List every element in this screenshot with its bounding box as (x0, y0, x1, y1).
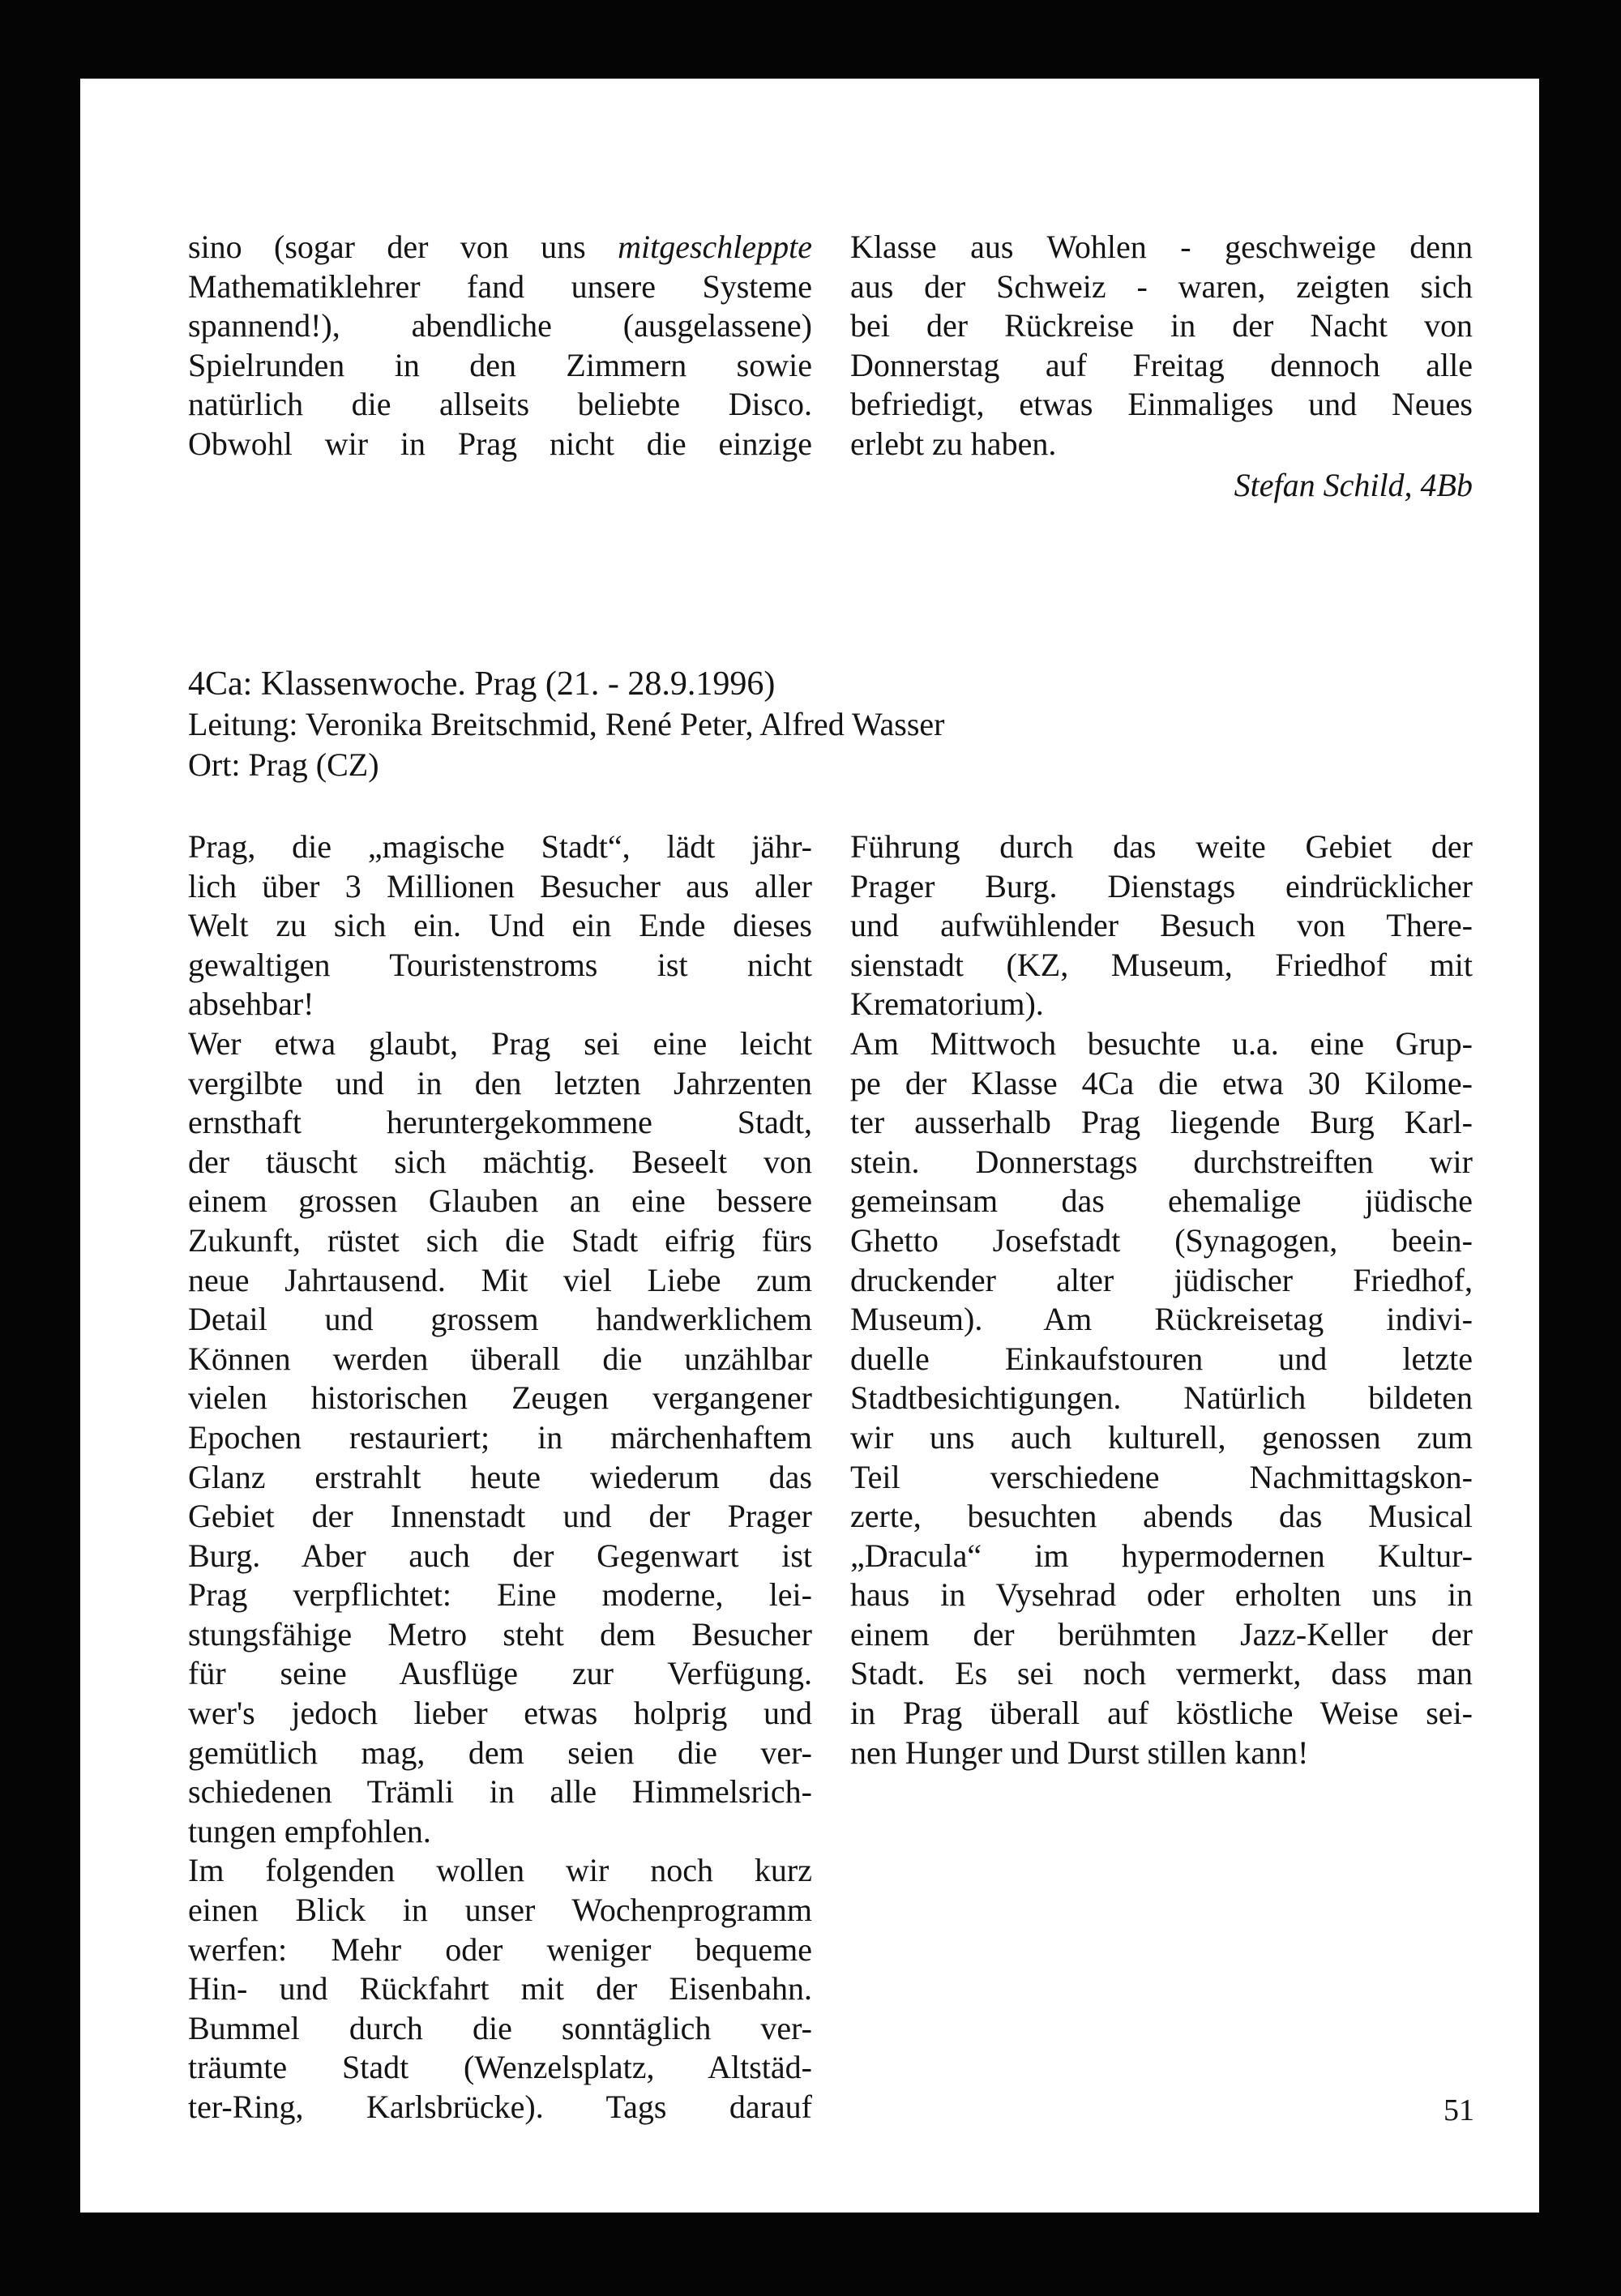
text-line: Zukunft, rüstet sich die Stadt eifrig fürs (188, 1221, 812, 1259)
text-line: Hin- und Rückfahrt mit der Eisenbahn. (188, 1970, 812, 2007)
text-line: bei der Rückreise in der Nacht von (850, 307, 1473, 344)
text-line: wer's jedoch lieber etwas holprig und (188, 1695, 812, 1732)
text-line: einem grossen Glauben an eine bessere (188, 1182, 812, 1220)
text-line: lich über 3 Millionen Besucher aus aller (188, 867, 812, 904)
text-line: tungen empfohlen. (188, 1812, 431, 1849)
text-line: der täuscht sich mächtig. Beseelt von (188, 1143, 812, 1180)
text-line: pe der Klasse 4Ca die etwa 30 Kilome- (850, 1064, 1473, 1101)
text-line: Glanz erstrahlt heute wiederum das (188, 1458, 812, 1495)
text-line: „Dracula“ im hypermodernen Kultur- (850, 1537, 1473, 1574)
text-line: vielen historischen Zeugen vergangener (188, 1379, 812, 1417)
article-left-column (188, 827, 812, 2127)
article-title: 4Ca: Klassenwoche. Prag (21. - 28.9.1996) (188, 665, 776, 703)
text-line: für seine Ausflüge zur Verfügung. (188, 1655, 812, 1692)
text-line: Spielrunden in den Zimmern sowie (188, 346, 812, 383)
text-line: Führung durch das weite Gebiet der (850, 828, 1473, 865)
text-line: sino (sogar der von uns mitgeschleppte (188, 229, 812, 265)
text-line: Epochen restauriert; in märchenhaftem (188, 1418, 812, 1456)
text-line: Prag, die „magische Stadt“, lädt jähr- (188, 828, 812, 865)
text-line: nen Hunger und Durst stillen kann! (850, 1734, 1309, 1771)
text-line: Burg. Aber auch der Gegenwart ist (188, 1537, 812, 1574)
text-line: Obwohl wir in Prag nicht die einzige (188, 425, 812, 462)
text-line: Krematorium). (850, 986, 1044, 1023)
text-line: stein. Donnerstags durchstreiften wir (850, 1143, 1473, 1180)
text-line: vergilbte und in den letzten Jahrzenten (188, 1064, 812, 1101)
text-line: Teil verschiedene Nachmittagskon- (850, 1458, 1473, 1495)
emphasized-word: mitgeschleppte (618, 229, 812, 265)
text-line: Wer etwa glaubt, Prag sei eine leicht (188, 1024, 812, 1062)
text-line: ernsthaft heruntergekommene Stadt, (188, 1104, 812, 1141)
text-line: zerte, besuchten abends das Musical (850, 1498, 1473, 1535)
text-line: Prag verpflichtet: Eine moderne, lei- (188, 1576, 812, 1614)
text-line: gemeinsam das ehemalige jüdische (850, 1182, 1473, 1220)
text-line: Bummel durch die sonntäglich ver- (188, 2009, 812, 2046)
text-line: Donnerstag auf Freitag dennoch alle (850, 346, 1473, 383)
text-line: Stadtbesichtigungen. Natürlich bildeten (850, 1379, 1473, 1417)
text-line: stungsfähige Metro steht dem Besucher (188, 1615, 812, 1653)
article-heading (188, 664, 944, 785)
text-line: gewaltigen Touristenstroms ist nicht (188, 946, 812, 983)
text-line: druckender alter jüdischer Friedhof, (850, 1261, 1473, 1298)
text-line: Im folgenden wollen wir noch kurz (188, 1852, 812, 1889)
text-line: Ghetto Josefstadt (Synagogen, beein- (850, 1221, 1473, 1259)
text-line: Detail und grossem handwerklichem (188, 1301, 812, 1338)
text-line: spannend!), abendliche (ausgelassene) (188, 307, 812, 344)
document-page (80, 79, 1539, 2213)
text-line: absehbar! (188, 986, 314, 1023)
text-line: träumte Stadt (Wenzelsplatz, Altstäd- (188, 2049, 812, 2086)
text-line: Prager Burg. Dienstags eindrücklicher (850, 867, 1473, 904)
text-line: Welt zu sich ein. Und ein Ende dieses (188, 907, 812, 944)
text-line: einen Blick in unser Wochenprogramm (188, 1892, 812, 1929)
text-line: duelle Einkaufstouren und letzte (850, 1340, 1473, 1377)
text-line: Gebiet der Innenstadt und der Prager (188, 1498, 812, 1535)
text-line: werfen: Mehr oder weniger bequeme (188, 1930, 812, 1968)
text-line: erlebt zu haben. (850, 425, 1057, 462)
previous-article-right-column (850, 228, 1473, 505)
page-number: 51 (1444, 2093, 1474, 2127)
text-line: natürlich die allseits beliebte Disco. (188, 386, 812, 423)
text-line: gemütlich mag, dem seien die ver- (188, 1734, 812, 1771)
text-line: Stadt. Es sei noch vermerkt, dass man (850, 1655, 1473, 1692)
author-signature: Stefan Schild, 4Bb (1234, 466, 1473, 503)
article-location: Ort: Prag (CZ) (188, 746, 379, 783)
article-leaders: Leitung: Veronika Breitschmid, René Peter, Alfred Wasser (188, 706, 945, 742)
text-line: Am Mittwoch besuchte u.a. eine Grup- (850, 1024, 1473, 1062)
text-line: einem der berühmten Jazz-Keller der (850, 1615, 1473, 1653)
text-line: haus in Vysehrad oder erholten uns in (850, 1576, 1473, 1614)
text-line: aus der Schweiz - waren, zeigten sich (850, 267, 1473, 305)
text-line: sienstadt (KZ, Museum, Friedhof mit (850, 946, 1473, 983)
text-line: in Prag überall auf köstliche Weise sei- (850, 1695, 1473, 1732)
text-line: ter ausserhalb Prag liegende Burg Karl- (850, 1104, 1473, 1141)
text-line: Mathematiklehrer fand unsere Systeme (188, 267, 812, 305)
text-line: Museum). Am Rückreisetag indivi- (850, 1301, 1473, 1338)
text-line: wir uns auch kulturell, genossen zum (850, 1418, 1473, 1456)
text-line: schiedenen Trämli in alle Himmelsrich- (188, 1773, 812, 1811)
text-line: neue Jahrtausend. Mit viel Liebe zum (188, 1261, 812, 1298)
previous-article-left-column (188, 228, 812, 464)
text-line: Können werden überall die unzählbar (188, 1340, 812, 1377)
article-right-column (850, 827, 1473, 1772)
text-line: befriedigt, etwas Einmaliges und Neues (850, 386, 1473, 423)
text-line: Klasse aus Wohlen - geschweige denn (850, 229, 1473, 265)
text-line: ter-Ring, Karlsbrücke). Tags darauf (188, 2089, 812, 2125)
text-line: und aufwühlender Besuch von There- (850, 907, 1473, 944)
